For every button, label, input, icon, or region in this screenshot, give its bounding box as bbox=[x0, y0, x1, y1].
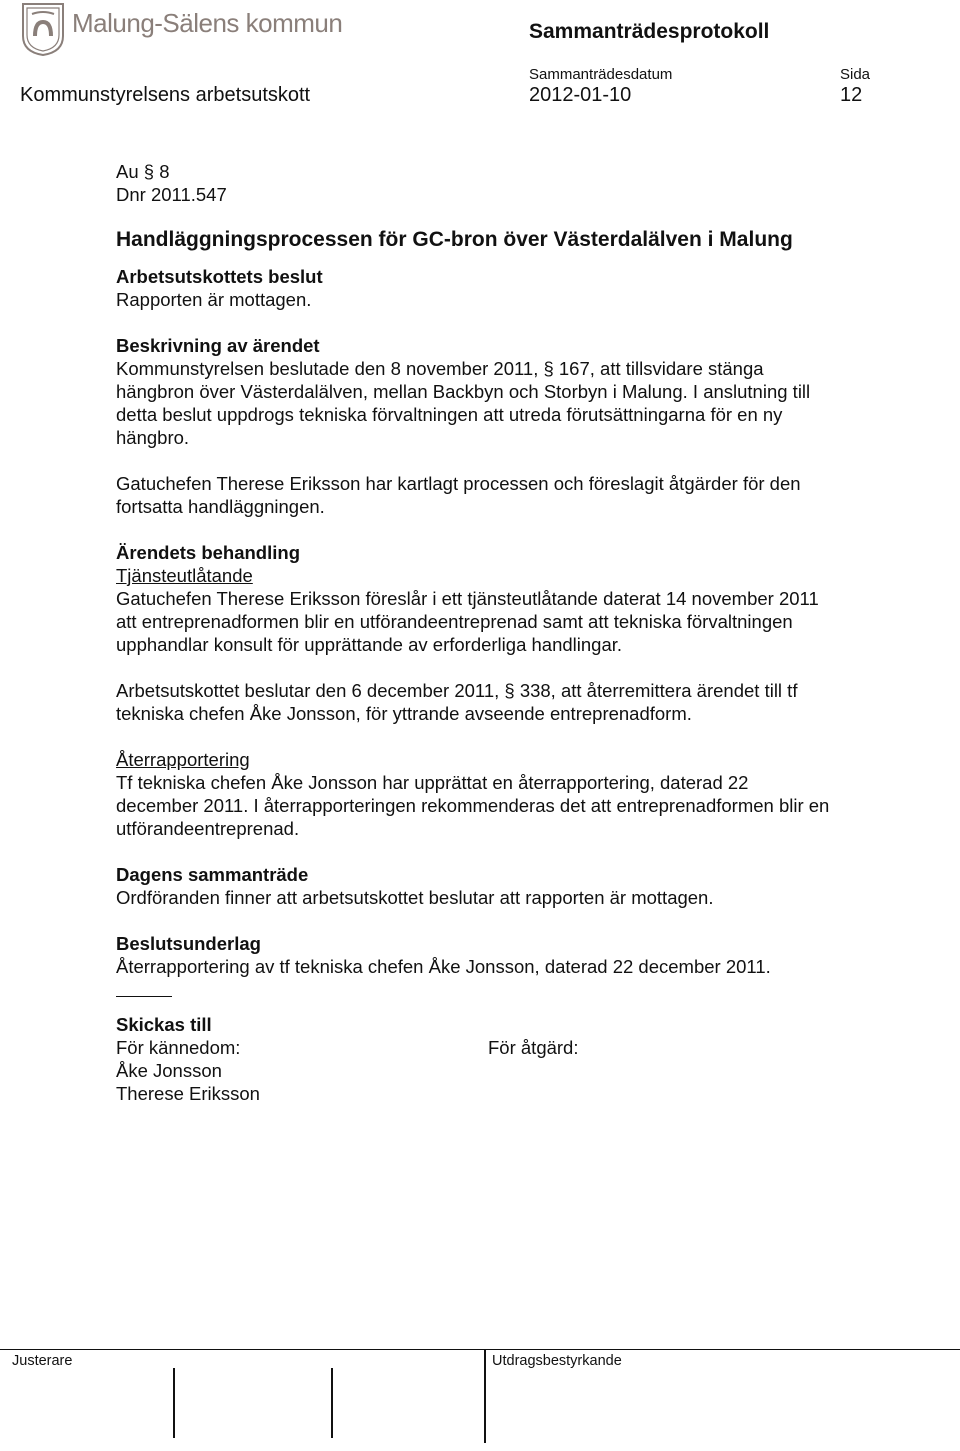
handling-line: tekniska chefen Åke Jonsson, för yttrande avseende entreprenadform. bbox=[116, 703, 692, 724]
protocol-body bbox=[116, 160, 906, 1105]
send-to-heading: Skickas till bbox=[116, 1014, 212, 1035]
reporting-line: Tf tekniska chefen Åke Jonsson har upprättat en återrapportering, daterad 22 bbox=[116, 772, 749, 793]
reporting-line: december 2011. I återrapporteringen rekommenderas det att entreprenadformen blir en bbox=[116, 795, 830, 816]
utdrag-label: Utdragsbestyrkande bbox=[492, 1353, 622, 1369]
horseshoe-crest-icon bbox=[20, 2, 66, 56]
logo-text: Malung-Sälens kommun bbox=[72, 8, 343, 38]
handling-line: Gatuchefen Therese Eriksson föreslår i ett tjänsteutlåtande daterat 14 november 2011 bbox=[116, 588, 819, 609]
recipient: Åke Jonsson bbox=[116, 1060, 222, 1081]
meeting-text: Ordföranden finner att arbetsutskottet beslutar att rapporten är mottagen. bbox=[116, 887, 714, 908]
meeting-heading: Dagens sammanträde bbox=[116, 864, 309, 885]
description-line: Gatuchefen Therese Eriksson har kartlagt processen och föreslagit åtgärder för den bbox=[116, 473, 801, 494]
footer-top-rule bbox=[0, 1349, 960, 1350]
signature-divider bbox=[173, 1368, 175, 1438]
description-line: detta beslut uppdrogs tekniska förvaltningen att utreda förutsättningarna för en ny bbox=[116, 404, 783, 425]
case-number: Dnr 2011.547 bbox=[116, 184, 227, 205]
page-number: 12 bbox=[840, 84, 863, 106]
reporting-subheading: Återrapportering bbox=[116, 749, 250, 770]
description-line: hängbro. bbox=[116, 427, 190, 448]
page-label: Sida bbox=[840, 66, 871, 83]
basis-text: Återrapportering av tf tekniska chefen Åke Jonsson, daterad 22 december 2011. bbox=[116, 956, 771, 977]
description-heading: Beskrivning av ärendet bbox=[116, 335, 320, 356]
document-title: Sammanträdesprotokoll bbox=[529, 20, 770, 43]
separator-rule bbox=[116, 996, 172, 997]
info-label: För kännedom: bbox=[116, 1037, 241, 1058]
description-line: fortsatta handläggningen. bbox=[116, 496, 325, 517]
decision-heading: Arbetsutskottets beslut bbox=[116, 266, 323, 287]
municipality-logo bbox=[20, 2, 380, 58]
handling-line: att entreprenadformen blir en utförandeentreprenad samt att tekniska förvaltningen bbox=[116, 611, 793, 632]
description-line: Kommunstyrelsen beslutade den 8 november 2011, § 167, att tillsvidare stänga bbox=[116, 358, 764, 379]
handling-subheading: Tjänsteutlåtande bbox=[116, 565, 253, 586]
send-to-columns bbox=[116, 1036, 906, 1059]
handling-line: upphandlar konsult för upprättande av erforderliga handlingar. bbox=[116, 634, 623, 655]
signature-divider bbox=[331, 1368, 333, 1438]
recipient: Therese Eriksson bbox=[116, 1083, 260, 1104]
meeting-date: 2012-01-10 bbox=[529, 84, 632, 106]
organization-name: Kommunstyrelsens arbetsutskott bbox=[20, 84, 311, 106]
decision-text: Rapporten är mottagen. bbox=[116, 289, 312, 310]
basis-heading: Beslutsunderlag bbox=[116, 933, 261, 954]
meeting-date-label: Sammanträdesdatum bbox=[529, 66, 673, 83]
handling-heading: Ärendets behandling bbox=[116, 542, 300, 563]
paragraph-number: Au § 8 bbox=[116, 161, 170, 182]
description-line: hängbron över Västerdalälven, mellan Backbyn och Storbyn i Malung. I anslutning till bbox=[116, 381, 811, 402]
handling-line: Arbetsutskottet beslutar den 6 december 2011, § 338, att återremittera ärendet till tf bbox=[116, 680, 798, 701]
action-label: För åtgärd: bbox=[488, 1037, 579, 1058]
case-title: Handläggningsprocessen för GC-bron över Västerdalälven i Malung bbox=[116, 228, 793, 251]
reporting-line: utförandeentreprenad. bbox=[116, 818, 300, 839]
justerare-label: Justerare bbox=[12, 1353, 73, 1369]
footer-column-divider bbox=[484, 1349, 486, 1443]
